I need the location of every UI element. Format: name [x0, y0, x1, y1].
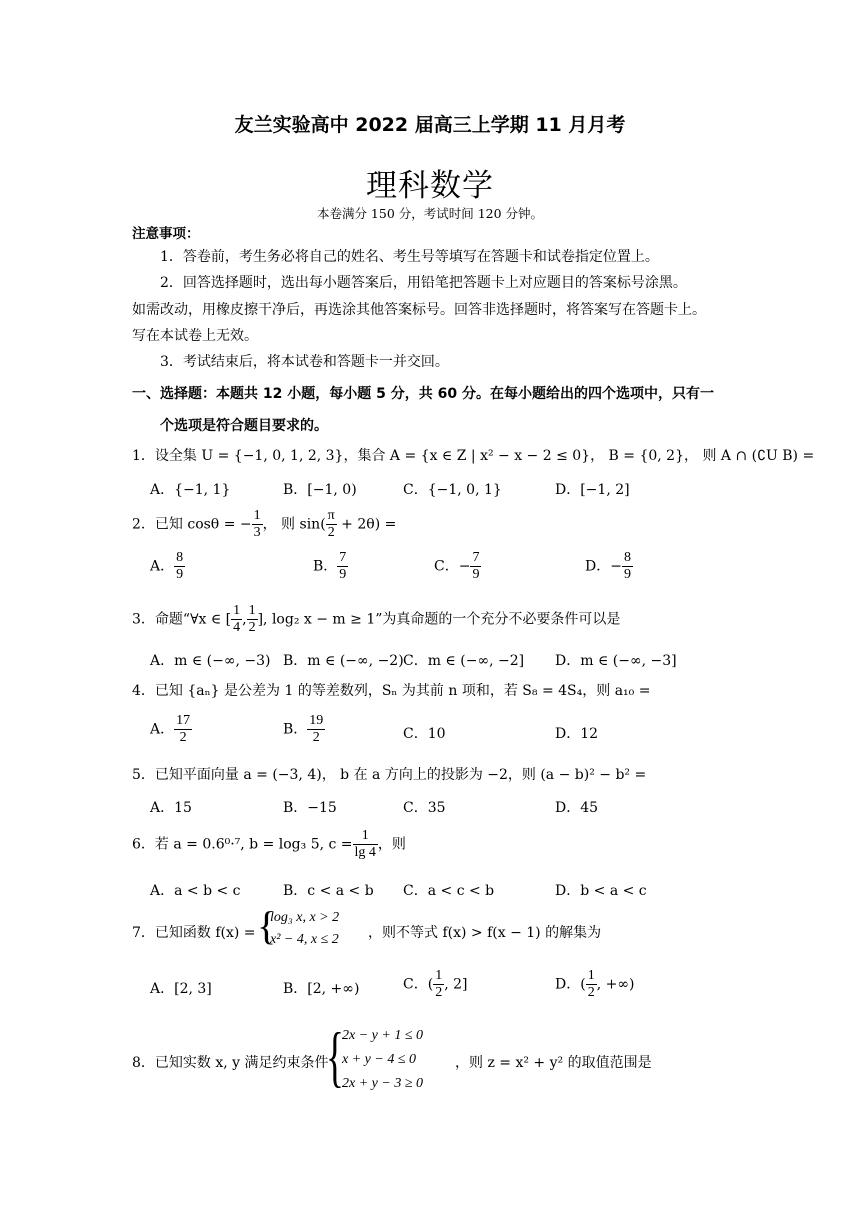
question-8-constraint-1: 2x − y + 1 ≤ 0 [342, 1028, 424, 1043]
option-label: A． [150, 558, 175, 575]
question-7-option-b: B．[2, +∞) [283, 981, 360, 997]
notice-item-2-line-3: 写在本试卷上无效。 [132, 328, 258, 344]
question-6-stem-post: ，则 [377, 836, 406, 853]
question-1-option-d: D．[−1, 2] [555, 482, 630, 498]
fraction-numerator: π [327, 508, 335, 523]
option-label: B． [313, 558, 338, 575]
option-fraction [622, 550, 633, 583]
fraction-denominator: 2 [248, 620, 256, 635]
question-3-stem [132, 603, 620, 636]
question-4-option-a [150, 713, 192, 746]
question-7-case-1: log₃ x, x > 2 [270, 910, 340, 925]
question-7-option-d [555, 968, 634, 1001]
question-7-stem-post: ，则不等式 f(x) > f(x − 1) 的解集为 [368, 925, 602, 941]
question-4-option-c: C．10 [403, 726, 446, 742]
question-3-fraction-half [247, 603, 258, 636]
fraction-denominator: lg 4 [354, 845, 376, 860]
option-fraction [174, 550, 185, 583]
question-2-option-b [313, 550, 348, 583]
option-fraction [337, 550, 348, 583]
fraction-denominator: 9 [176, 567, 184, 582]
question-6-option-a: A．a < b < c [150, 883, 241, 899]
fraction-numerator: 8 [623, 550, 631, 565]
fraction-denominator: 2 [312, 730, 320, 745]
question-4-option-b [283, 713, 325, 746]
question-8-stem-post: ，则 z = x² + y² 的取值范围是 [455, 1055, 652, 1071]
fraction-numerator: 1 [353, 828, 378, 845]
question-2-stem [132, 508, 396, 541]
question-2-option-c [434, 550, 481, 583]
notice-heading: 注意事项： [132, 226, 200, 242]
fraction-denominator: 2 [327, 525, 335, 540]
fraction-denominator: 2 [587, 985, 595, 1000]
question-2-option-d [585, 550, 633, 583]
question-8-constraint-2: x + y − 4 ≤ 0 [342, 1052, 417, 1067]
question-2-stem-mid: ， 则 sin( [262, 516, 326, 533]
question-3-option-c: C．m ∈ (−∞, −2] [403, 653, 525, 669]
option-label: B． [283, 721, 308, 738]
fraction-denominator: 9 [472, 567, 480, 582]
fraction-denominator: 9 [339, 567, 347, 582]
section-heading-line-2: 个选项是符合题目要求的。 [160, 418, 328, 434]
fraction-denominator: 4 [233, 620, 241, 635]
option-fraction [307, 713, 325, 746]
fraction-numerator: 1 [233, 603, 241, 618]
option-label: D．( [555, 976, 586, 993]
question-7-brace: { [257, 903, 277, 948]
option-suffix: , +∞) [596, 976, 635, 993]
question-8-constraint-3: 2x + y − 3 ≥ 0 [342, 1076, 424, 1091]
fraction-denominator: 3 [253, 525, 261, 540]
question-1-option-c: C．{−1, 0, 1} [403, 482, 502, 498]
question-3-option-b: B．m ∈ (−∞, −2) [283, 653, 404, 669]
option-fraction [470, 550, 481, 583]
fraction-denominator: 2 [435, 985, 443, 1000]
fraction-denominator: 9 [623, 567, 631, 582]
question-1-stem: 1．设全集 U = {−1, 0, 1, 2, 3}，集合 A = {x ∈ Z | x² − x − 2 ≤ 0}， B = {0, 2}， 则 A ∩ (∁U B) = [132, 448, 815, 464]
question-2-stem-pre: 2．已知 cosθ = − [132, 516, 252, 533]
question-6-fraction-c [353, 828, 378, 861]
fraction-numerator: 1 [435, 968, 443, 983]
question-3-stem-mid: , [242, 611, 247, 628]
question-8-stem-pre: 8．已知实数 x, y 满足约束条件 [132, 1055, 329, 1071]
question-2-fraction-one-third [252, 508, 263, 541]
option-label: A． [150, 721, 175, 738]
notice-item-3: 3．考试结束后，将本试卷和答题卡一并交回。 [160, 354, 449, 370]
question-5-option-b: B．−15 [283, 800, 337, 816]
question-3-stem-post: ], log₂ x − m ≥ 1”为真命题的一个充分不必要条件可以是 [257, 611, 621, 628]
fraction-numerator: 1 [253, 508, 261, 523]
exam-title: 友兰实验高中 2022 届高三上学期 11 月月考 [234, 114, 626, 136]
option-label: D．− [585, 558, 622, 575]
question-1-option-b: B．[−1, 0) [283, 482, 357, 498]
question-7-option-a: A．[2, 3] [150, 981, 212, 997]
fraction-numerator: 1 [248, 603, 256, 618]
notice-item-2-line-2: 如需改动，用橡皮擦干净后，再选涂其他答案标号。回答非选择题时，将答案写在答题卡上。 [132, 302, 706, 318]
exam-info: 本卷满分 150 分，考试时间 120 分钟。 [316, 206, 544, 221]
question-3-option-d: D．m ∈ (−∞, −3] [555, 653, 677, 669]
fraction-numerator: 17 [176, 713, 191, 728]
fraction-numerator: 7 [339, 550, 347, 565]
question-7-case-2: x² − 4, x ≤ 2 [270, 932, 339, 947]
notice-item-2-line-1: 2．回答选择题时，选出每小题答案后，用铅笔把答题卡上对应题目的答案标号涂黑。 [160, 275, 687, 291]
question-6-option-d: D．b < a < c [555, 883, 647, 899]
question-5-option-a: A．15 [150, 800, 192, 816]
fraction-denominator: 2 [179, 730, 187, 745]
question-7-stem-pre: 7．已知函数 f(x) = [132, 925, 256, 941]
question-2-fraction-pi-half [326, 508, 337, 541]
option-suffix: , 2] [444, 976, 468, 993]
question-3-stem-pre: 3．命题“∀x ∈ [ [132, 611, 232, 628]
question-5-option-c: C．35 [403, 800, 446, 816]
question-6-option-b: B．c < a < b [283, 883, 374, 899]
question-1-option-a: A．{−1, 1} [150, 482, 231, 498]
section-heading-line-1: 一、选择题：本题共 12 小题，每小题 5 分，共 60 分。在每小题给出的四个选项中，只有一 [132, 386, 714, 402]
question-2-stem-post: + 2θ) = [336, 516, 397, 533]
question-6-stem [132, 828, 406, 861]
fraction-numerator: 8 [176, 550, 184, 565]
question-3-option-a: A．m ∈ (−∞, −3) [150, 653, 271, 669]
question-8-brace: { [326, 1018, 344, 1094]
option-label: C．( [403, 976, 434, 993]
option-fraction [433, 968, 444, 1001]
fraction-numerator: 7 [472, 550, 480, 565]
option-fraction [586, 968, 597, 1001]
option-fraction [174, 713, 192, 746]
question-4-stem: 4．已知 {aₙ} 是公差为 1 的等差数列，Sₙ 为其前 n 项和，若 S₈ = 4S₄，则 a₁₀ = [132, 683, 651, 699]
question-5-option-d: D．45 [555, 800, 599, 816]
option-label: C．− [434, 558, 471, 575]
exam-subject: 理科数学 [366, 168, 494, 204]
question-6-stem-pre: 6．若 a = 0.6⁰·⁷, b = log₃ 5, c = [132, 836, 353, 853]
question-2-option-a [150, 550, 185, 583]
question-3-fraction-quarter [231, 603, 242, 636]
question-7-option-c [403, 968, 467, 1001]
fraction-numerator: 19 [309, 713, 324, 728]
question-6-option-c: C．a < c < b [403, 883, 495, 899]
question-4-option-d: D．12 [555, 726, 599, 742]
notice-item-1: 1．答卷前，考生务必将自己的姓名、考生号等填写在答题卡和试卷指定位置上。 [160, 249, 659, 265]
fraction-numerator: 1 [587, 968, 595, 983]
question-5-stem: 5．已知平面向量 a = (−3, 4)， b 在 a 方向上的投影为 −2，则 (a − b)² − b² = [132, 767, 647, 783]
